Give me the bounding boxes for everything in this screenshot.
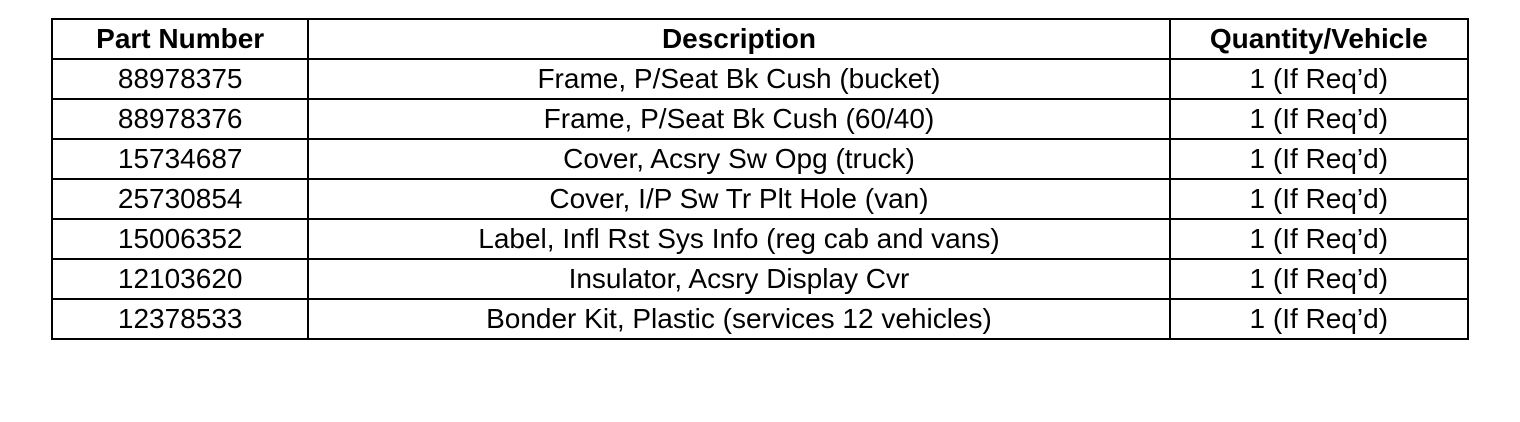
cell-part-number: 88978376 (52, 99, 308, 139)
cell-quantity: 1 (If Req’d) (1170, 259, 1468, 299)
cell-part-number: 12103620 (52, 259, 308, 299)
cell-description: Bonder Kit, Plastic (services 12 vehicles) (308, 299, 1169, 339)
cell-description: Frame, P/Seat Bk Cush (bucket) (308, 59, 1169, 99)
cell-quantity: 1 (If Req’d) (1170, 219, 1468, 259)
cell-description: Label, Infl Rst Sys Info (reg cab and vans) (308, 219, 1169, 259)
cell-quantity: 1 (If Req’d) (1170, 59, 1468, 99)
table-row (52, 99, 1468, 139)
cell-part-number: 25730854 (52, 179, 308, 219)
header-description: Description (308, 19, 1169, 59)
parts-table (51, 18, 1469, 340)
header-quantity: Quantity/Vehicle (1170, 19, 1468, 59)
cell-quantity: 1 (If Req’d) (1170, 139, 1468, 179)
cell-description: Frame, P/Seat Bk Cush (60/40) (308, 99, 1169, 139)
cell-part-number: 15734687 (52, 139, 308, 179)
cell-part-number: 88978375 (52, 59, 308, 99)
header-part-number: Part Number (52, 19, 308, 59)
table-row (52, 179, 1468, 219)
table-row (52, 59, 1468, 99)
table-row (52, 259, 1468, 299)
table-row (52, 299, 1468, 339)
cell-part-number: 15006352 (52, 219, 308, 259)
cell-quantity: 1 (If Req’d) (1170, 299, 1468, 339)
cell-description: Insulator, Acsry Display Cvr (308, 259, 1169, 299)
cell-part-number: 12378533 (52, 299, 308, 339)
table-row (52, 139, 1468, 179)
header-row (52, 19, 1468, 59)
table-row (52, 219, 1468, 259)
cell-quantity: 1 (If Req’d) (1170, 99, 1468, 139)
cell-description: Cover, Acsry Sw Opg (truck) (308, 139, 1169, 179)
cell-quantity: 1 (If Req’d) (1170, 179, 1468, 219)
cell-description: Cover, I/P Sw Tr Plt Hole (van) (308, 179, 1169, 219)
